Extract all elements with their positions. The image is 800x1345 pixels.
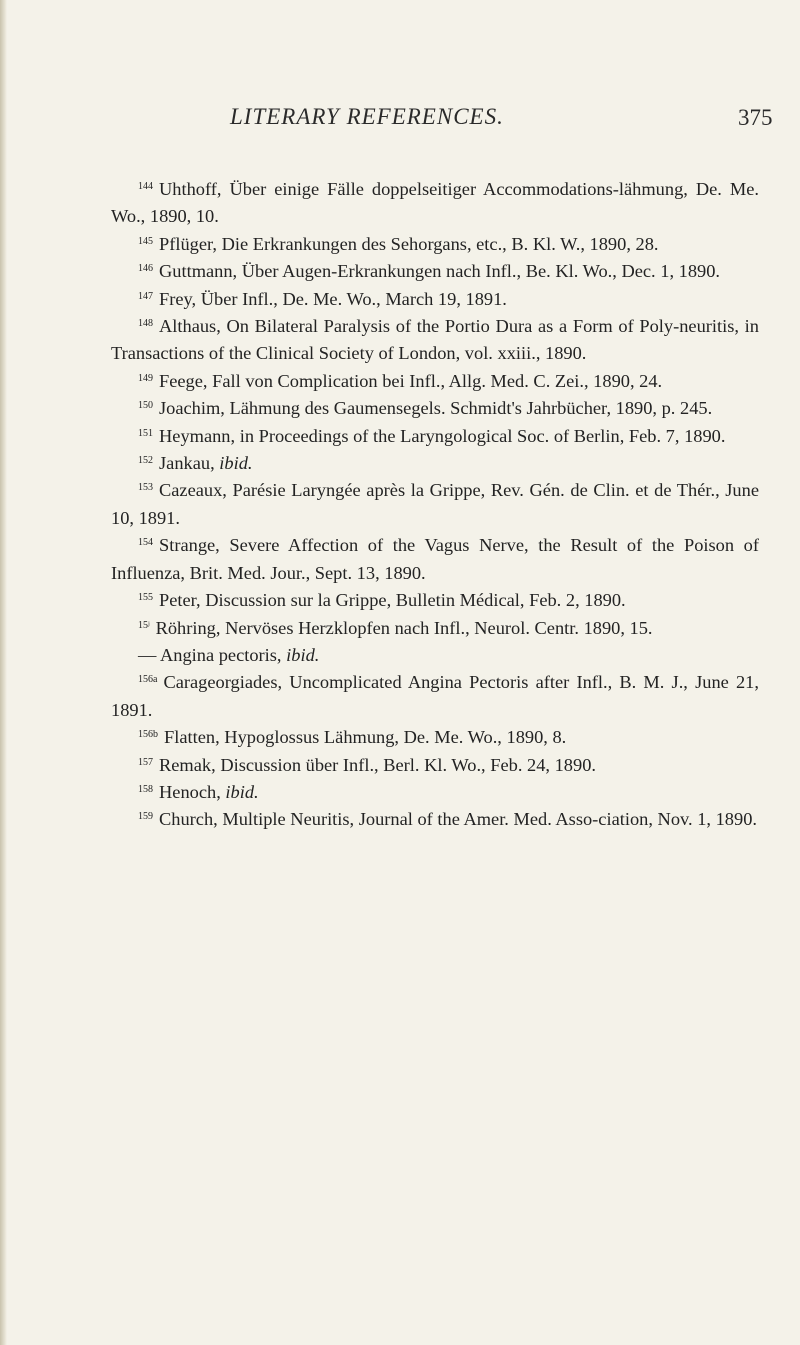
- reference-author: Feege,: [159, 370, 208, 391]
- reference-text: Severe Affection of the Vagus Nerve, the Result of the Poison of Influenza, Brit. Med. Jour., Sept. 13, 1890.: [111, 535, 759, 583]
- reference-text: Nervöses Herzklopfen nach Infl., Neurol. Centr. 1890, 15.: [225, 617, 653, 638]
- reference-author: Cazeaux,: [159, 480, 227, 501]
- reference-entry: [111, 231, 759, 258]
- reference-entry: [111, 313, 759, 368]
- reference-entry: [111, 450, 759, 477]
- reference-entry: [111, 806, 759, 833]
- reference-text: Angina pectoris,: [159, 644, 282, 665]
- reference-text: Uncomplicated Angina Pectoris after Infl., B. M. J., June 21, 1891.: [111, 672, 759, 720]
- running-title: LITERARY REFERENCES.: [230, 104, 504, 129]
- reference-author: Joachim,: [159, 398, 225, 419]
- page-number: 375: [738, 105, 773, 130]
- reference-author: Heymann,: [159, 425, 236, 446]
- reference-entry: [111, 669, 759, 724]
- reference-text: Discussion sur la Grippe, Bulletin Médical, Feb. 2, 1890.: [205, 590, 626, 611]
- reference-text: Lähmung des Gaumensegels. Schmidt's Jahrbücher, 1890, p. 245.: [229, 398, 713, 419]
- reference-text: Fall von Complication bei Infl., Allg. Med. C. Zei., 1890, 24.: [212, 370, 663, 391]
- reference-ibid: ibid.: [225, 781, 259, 802]
- reference-author: Church,: [159, 809, 218, 830]
- reference-text: Die Erkrankungen des Sehorgans, etc., B. Kl. W., 1890, 28.: [221, 233, 659, 254]
- reference-author: Flatten,: [164, 727, 220, 748]
- reference-entry: [111, 779, 759, 806]
- reference-author: Jankau,: [159, 453, 215, 474]
- reference-entry: [111, 532, 759, 587]
- binding-edge: [0, 0, 7, 1345]
- reference-text: On Bilateral Paralysis of the Portio Dura as a Form of Poly-neuritis, in Transactions of the Clinical Society of London, vol. xxiii., 1890.: [111, 316, 759, 364]
- reference-text: Multiple Neuritis, Journal of the Amer. Med. Asso-ciation, Nov. 1, 1890.: [222, 809, 757, 830]
- reference-author: Remak,: [159, 754, 216, 775]
- reference-number: 152: [138, 455, 153, 467]
- reference-entry: [111, 286, 759, 313]
- reference-entry: [111, 477, 759, 532]
- reference-number: 159: [138, 811, 153, 823]
- reference-text: Discussion über Infl., Berl. Kl. Wo., Feb. 24, 1890.: [220, 754, 596, 775]
- reference-number: 148: [138, 318, 153, 330]
- reference-author: Pflüger,: [159, 233, 218, 254]
- reference-author: Röhring,: [155, 617, 221, 638]
- reference-entry: [111, 395, 759, 422]
- reference-author: Carageorgiades,: [163, 672, 283, 693]
- reference-ibid: ibid.: [219, 453, 253, 474]
- reference-number: 153: [138, 482, 153, 494]
- reference-dash: —: [138, 644, 157, 665]
- reference-entry: [111, 724, 759, 751]
- reference-entry: [111, 752, 759, 779]
- reference-number: 15ʲ: [138, 619, 150, 631]
- reference-text: in Proceedings of the Laryngological Soc. of Berlin, Feb. 7, 1890.: [239, 425, 726, 446]
- reference-number: 151: [138, 427, 153, 439]
- reference-entry: [111, 587, 759, 614]
- reference-number: 147: [138, 290, 153, 302]
- reference-list: [111, 176, 759, 834]
- reference-number: 149: [138, 372, 153, 384]
- reference-entry: [111, 258, 759, 285]
- reference-number: 145: [138, 235, 153, 247]
- reference-text: Parésie Laryngée après la Grippe, Rev. Gén. de Clin. et de Thér., June 10, 1891.: [111, 480, 759, 528]
- reference-author: Althaus,: [159, 316, 221, 337]
- reference-number: 156a: [138, 674, 158, 686]
- reference-author: Strange,: [159, 535, 220, 556]
- reference-author: Peter,: [159, 590, 201, 611]
- reference-number: 146: [138, 263, 153, 275]
- reference-text: Über Augen-Erkrankungen nach Infl., Be. Kl. Wo., Dec. 1, 1890.: [241, 261, 721, 282]
- reference-entry: [111, 615, 759, 642]
- reference-number: 150: [138, 400, 153, 412]
- reference-entry: [111, 423, 759, 450]
- reference-entry: [111, 368, 759, 395]
- reference-number: 157: [138, 756, 153, 768]
- reference-text: Über Infl., De. Me. Wo., March 19, 1891.: [200, 288, 507, 309]
- reference-author: Guttmann,: [159, 261, 238, 282]
- reference-author: Henoch,: [159, 781, 221, 802]
- reference-text: Über einige Fälle doppelseitiger Accommodations-lähmung, De. Me. Wo., 1890, 10.: [111, 179, 759, 227]
- reference-number: 154: [138, 537, 153, 549]
- reference-ibid: ibid.: [286, 644, 320, 665]
- reference-number: 155: [138, 592, 153, 604]
- reference-entry: [111, 642, 759, 669]
- reference-number: 144: [138, 181, 153, 192]
- reference-author: Frey,: [159, 288, 197, 309]
- reference-text: Hypoglossus Lähmung, De. Me. Wo., 1890, 8.: [224, 727, 567, 748]
- reference-entry: [111, 176, 759, 231]
- reference-number: 156b: [138, 729, 158, 741]
- reference-author: Uhthoff,: [159, 179, 222, 199]
- reference-number: 158: [138, 783, 153, 795]
